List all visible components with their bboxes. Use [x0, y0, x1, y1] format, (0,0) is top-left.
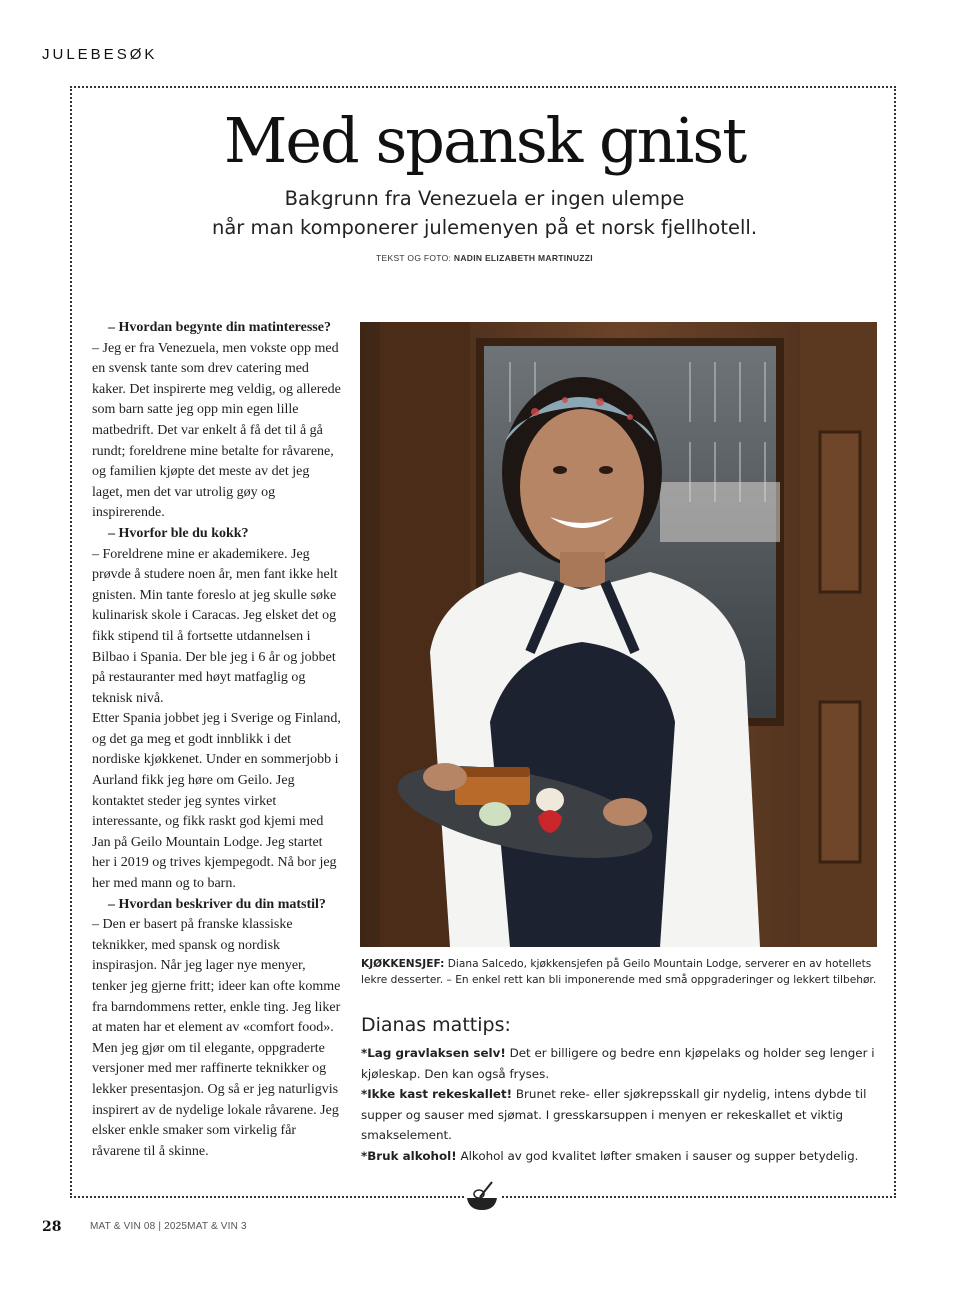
chef-photo: [360, 322, 877, 947]
tips-heading: Dianas mattips:: [361, 1014, 511, 1036]
photo-caption: [361, 956, 881, 988]
subtitle-line-2: når man komponerer julemenyen på et norsk fjellhotell.: [211, 216, 758, 239]
tips-list: [361, 1043, 881, 1167]
page-number: 28: [42, 1219, 62, 1235]
tip-item: [361, 1043, 881, 1084]
tip-text: Det er billigere og bedre enn kjøpelaks og holder seg lenger i kjøleskap. Den kan også fryses.: [361, 1046, 875, 1081]
whisk-bowl-icon: [464, 1180, 500, 1212]
tip-lead: *Lag gravlaksen selv!: [361, 1046, 506, 1060]
caption-lead: KJØKKENSJEF:: [361, 958, 445, 970]
tip-text: Brunet reke- eller sjøkrepsskall gir nydelig, intens dybde til supper og sauser med sjømat. I gresskarsuppen i menyen er rekeskallet et viktig smakselement.: [361, 1087, 867, 1143]
tip-lead: *Ikke kast rekeskallet!: [361, 1087, 513, 1102]
interview-question-2: – Hvorfor ble du kokk?: [108, 525, 249, 541]
article-title: Med spansk gnist: [223, 104, 746, 177]
interview-answer-1: – Jeg er fra Venezuela, men vokste opp med en svensk tante som drev catering med kaker. Det inspirerte meg veldig, og allerede som barn satte jeg opp min egen lille matbedrift. Det var enkelt å få det til å gå rundt; foreldrene mine betalte for råvarene, og familien kjøpte det meste av det jeg laget, men det var utrolig gøy og inspirerende.: [92, 340, 341, 521]
interview-question-1: – Hvordan begynte din matinteresse?: [108, 320, 331, 335]
interview-column: [92, 318, 342, 1162]
tip-item: [361, 1084, 881, 1146]
interview-answer-2b: Etter Spania jobbet jeg i Sverige og Finland, og det ga meg et godt innblikk i det nordiske kjøkkenet. Under en sommerjobb i Aurland fikk jeg høre om Geilo. Jeg kontaktet steder jeg syntes virket interessante, og fikk raskt god kjemi med Jan på Geilo Mountain Lodge. Jeg startet her i 2019 og trives kjempegodt. Nå bor jeg her med mann og to barn.: [92, 711, 341, 892]
section-label: JULEBESØK: [42, 46, 158, 63]
subtitle-line-1: Bakgrunn fra Venezuela er ingen ulempe: [284, 187, 685, 210]
interview-answer-3: – Den er basert på franske klassiske teknikker, med spansk og nordisk inspirasjon. Når jeg lager nye menyer, tenker jeg gjerne fritt; ideer kan ofte komme fra barndommens retter, enkle ting. Jeg liker at maten har et element av «comfort food». Men jeg gjør om til elegante, oppgraderte versjoner med mer raffinerte teknikker og lekker presentasjon. Og så er jeg naturligvis inspirert av de nydelige lokale råvarene. Jeg elsker enkle smaker som virkelig får råvarene til å skinne.: [92, 917, 341, 1159]
byline-prefix: TEKST OG FOTO:: [376, 253, 452, 263]
publication-footer: MAT & VIN 08 | 2025MAT & VIN 3: [90, 1221, 247, 1232]
tip-text: Alkohol av god kvalitet løfter smaken i sauser og supper betydelig.: [460, 1148, 859, 1163]
interview-answer-2: – Foreldrene mine er akademikere. Jeg prøvde å studere noen år, men fant ikke helt gnisten. Min tante foreslo at jeg skulle søke kulinarisk skole i Caracas. Jeg elsket det og fikk stipend til å fortsette utdannelsen i Bilbao i Spania. Der ble jeg i 6 år og jobbet på restauranter med høyt matfaglig og teknisk nivå.: [92, 546, 338, 706]
tip-item: [361, 1146, 881, 1167]
caption-text: Diana Salcedo, kjøkkensjefen på Geilo Mountain Lodge, serverer en av hotellets lekre desserter. – En enkel rett kan bli imponerende med små oppgraderinger og lekkert tilbehør.: [361, 958, 877, 986]
interview-question-3: – Hvordan beskriver du din matstil?: [108, 896, 326, 912]
byline-author: NADIN ELIZABETH MARTINUZZI: [453, 253, 593, 263]
tip-lead: *Bruk alkohol!: [361, 1148, 457, 1163]
byline: [0, 253, 969, 263]
